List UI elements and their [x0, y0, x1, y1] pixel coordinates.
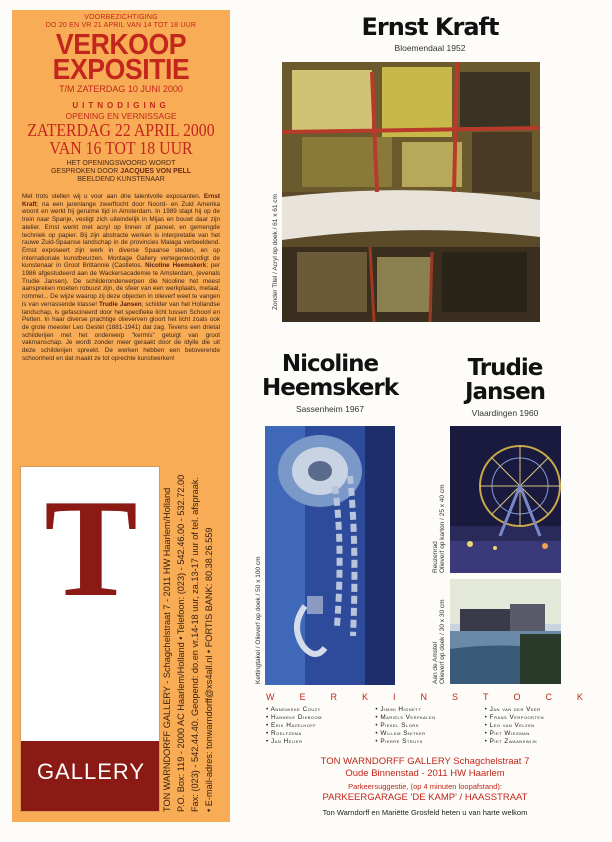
stock-artist: • Roelfzema	[266, 730, 302, 737]
title-verkoop: VERKOOP	[55, 29, 187, 61]
stock-title-letter: O	[513, 692, 522, 702]
stock-title-letter: E	[299, 692, 307, 702]
stock-artist: • Hanneke Dikboom	[266, 714, 322, 721]
stock-title	[262, 692, 588, 702]
stock-title-letter: K	[576, 692, 584, 702]
stock-artist: • Erik Hazelhoff	[266, 722, 317, 729]
artist-name-heemskerk: Nicoline Heemskerk	[261, 351, 399, 401]
stock-artist: • Jimini Hignett	[375, 706, 422, 713]
contact-line-4: • E-mail-adres: tonwarndorff@xs4all.nl • FORTIS BANK: 80.38.26.559	[204, 527, 214, 812]
speech-line-1: HET OPENINGSWOORD WORDT	[66, 160, 176, 167]
footer-address-1: TON WARNDORFF GALLERY Schagchelstraat 7	[320, 756, 530, 767]
stock-title-letter: W	[266, 692, 276, 702]
stock-artist: • Jan Heijer	[266, 738, 303, 745]
until-date: T/M ZATERDAG 10 JUNI 2000	[59, 84, 183, 94]
artwork-heemskerk	[265, 426, 395, 685]
stock-artist-list	[262, 706, 588, 746]
artist-origin-jansen: Vlaardingen 1960	[471, 408, 539, 418]
stock-artist: • Piekel Slors	[375, 722, 419, 729]
speech-line-2: GESPROKEN DOOR JACQUES VON PELL	[50, 168, 192, 175]
opening-time: VAN 16 TOT 18 UUR	[49, 138, 193, 158]
logo-letter: T	[44, 471, 138, 626]
artist-origin-kraft: Bloemendaal 1952	[394, 43, 466, 53]
artist-origin-heemskerk: Sassenheim 1967	[295, 404, 365, 414]
gallery-logo	[20, 466, 160, 812]
contact-block	[160, 462, 216, 812]
artwork-kraft	[282, 62, 540, 322]
preview-line-2: DO 20 EN VR 21 APRIL VAN 14 TOT 18 UUR	[45, 22, 197, 29]
speaker-name: JACQUES VON PELL	[120, 168, 192, 175]
stock-artist: • Piet Zwaanswijk	[484, 738, 538, 745]
stock-artist: • Frans Verpoorten	[484, 714, 544, 721]
logo-gallery: GALLERY	[36, 759, 146, 784]
footer-address-2: Oude Binnenstad - 2011 HW Haarlem	[345, 768, 505, 779]
stock-artist: • Willem Snitker	[375, 730, 426, 737]
stock-title-letter: T	[482, 692, 490, 702]
stock-artist: • Leo van Velzen	[484, 722, 535, 729]
contact-line-2: P.O. Box: 119 - 2000 AC Haarlem/Holland • Telefoon: (023) - 542.46.00 - 532.72.00	[176, 474, 186, 812]
caption-kraft: Zonder Titel / Acryl op doek / 61 x 61 cm	[272, 194, 279, 310]
stock-artist: • Mariëls Verpaalen	[375, 714, 436, 721]
stock-artist: • Annemieke Couzy	[266, 706, 321, 713]
invitation-heading: UITNODIGING	[72, 101, 170, 110]
title-expositie: EXPOSITIE	[52, 54, 190, 86]
stock-artist: • Pierre Struys	[375, 738, 423, 745]
caption-jansen-reuzenrad: Reuzenrad Olieverf op karton / 25 x 40 cm	[432, 484, 446, 573]
footer-welcome: Ton Warndorff en Mariëtte Grosfeld heten u van harte welkom	[322, 808, 528, 817]
stock-artist: • Piet Wiegman	[484, 730, 530, 737]
speech-line-3: BEELDEND KUNSTENAAR	[77, 176, 165, 183]
intro-text: Met trots stellen wij u voor aan drie talentvolle exposanten. Ernst Kraft; na een jarenlange zwerftocht door Noord- en Zuid Amerika woont en werkt hij geruime tijd in Amsterdam. In 1989 stapt hij op de trein naar Spanje, vestigt zich uiteindelijk in Mijas en bouwt daar zijn atelier. Ernst werkt met acryl op linnen of paneel, en gemengde techniek op papier. Bij zijn abstracte werken is interpretatie van het rauwe Zuid-Spaanse landschap in de provincies Malaga verbeeldend. Ernst exposeert zijn werk in diverse Spaanse steden, en op internationale kunstbeurzen. Montage Gallery vertegenwoordigt de kunstenaar in Groot Brittannie (Castletos. Nicoline Heemskerk; per 1986 afgestudeerd aan de Wackersacademie te Amsterdam, (evenals Trudie Jansen). De schilderonderwerpen die Nicoline het meest aanspreken moeten robuust zijn, de sfeer van een werkplaats, metaal, rommel... De wijze waarop zij deze objecten in olieverf weet te vangen is van verrassende klasse! Trudie Jansen; schilder van het Hollandse landschap, is gefascineerd door het specifieke licht tussen Schoorl en Petten. In haar diverse prachtige olieverven gloort het licht zoals ook de grote meester Leo Gestel (1881-1941) dat zag. Tevens een drietal schilderijen met het onderwerp "kermis" getuigt van groot vakmanschap. Je wordt zonder meer geraakt door de idylle die uit deze schilderijen spreekt. De werken hebben een betoverende schoonheid en dat maakt ze tot oprechte kunstwerken!	[22, 193, 221, 362]
artist-name-jansen: Trudie Jansen	[464, 355, 546, 405]
stock-title-letter: N	[420, 692, 428, 702]
stock-title-letter: S	[451, 692, 459, 702]
artist-name-kraft: Ernst Kraft	[361, 13, 499, 41]
stock-title-letter: K	[361, 692, 369, 702]
opening-date: ZATERDAG 22 APRIL 2000	[27, 120, 215, 140]
artwork-jansen-reuzenrad	[450, 426, 561, 573]
artwork-jansen-amstel	[450, 579, 561, 684]
contact-line-3: Fax: (023) - 542.44.40. Geopend: do.en vr.14-18 uur, za.13-17 uur of tel. afspraak.	[190, 476, 200, 812]
footer-parking: PARKEERGARAGE 'DE KAMP' / HAASSTRAAT	[322, 792, 528, 803]
opening-label: OPENING EN VERNISSAGE	[65, 111, 177, 121]
caption-heemskerk: Kettingtakel / Olieverf op doek / 50 x 100 cm	[255, 556, 262, 684]
preview-line-1: VOORBEZICHTIGING	[84, 14, 158, 21]
footer-parking-hint: Parkeersuggestie, (op 4 minuten loopafstand):	[348, 782, 502, 791]
stock-title-letter: C	[545, 692, 553, 702]
stock-title-letter: R	[330, 692, 338, 702]
contact-line-1: TON WARNDORFF GALLERY - Schagchelstraat 7 - 2011 HW Haarlem/Holland	[162, 487, 172, 812]
caption-jansen-amstel: Aan de Amstel Olieverf op doek / 30 x 30 cm	[432, 599, 446, 684]
stock-title-letter: I	[392, 692, 397, 702]
stock-artist: • Jan van der Veer	[484, 706, 541, 713]
work-in-stock	[262, 692, 588, 746]
